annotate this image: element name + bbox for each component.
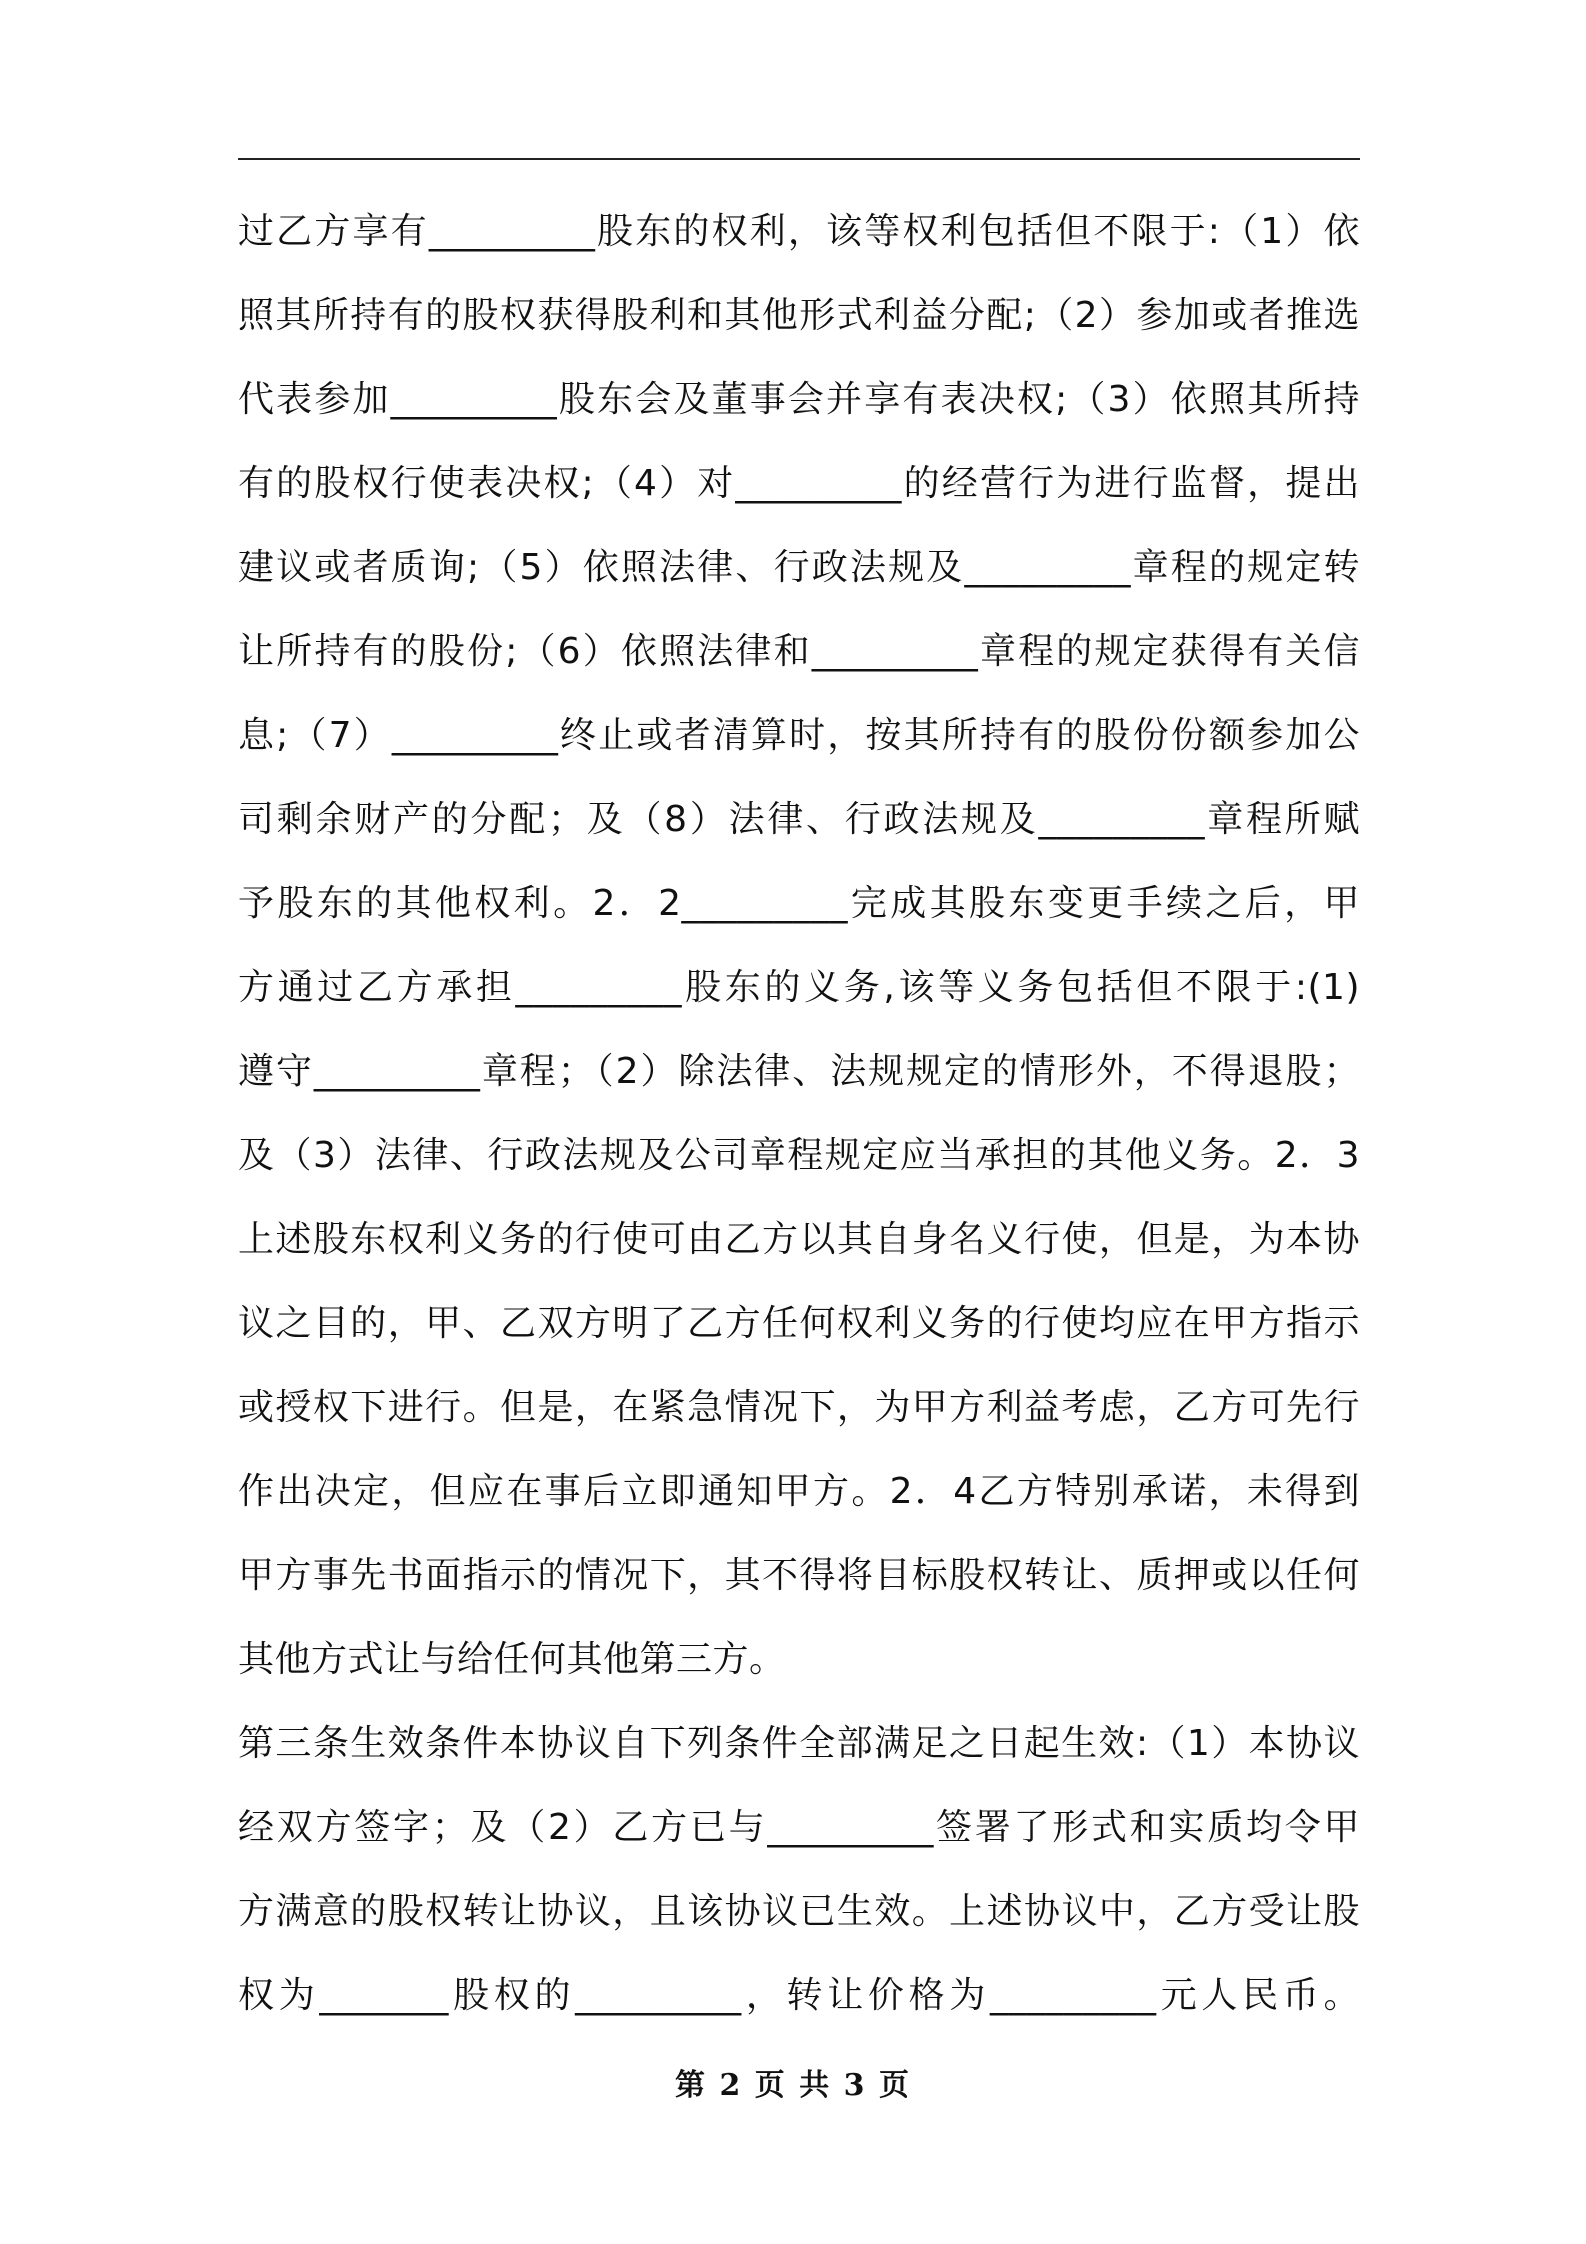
text-line: 经双方签字；及（2）乙方已与_________签署了形式和实质均令甲 xyxy=(238,1807,1360,1848)
text-line: 司剩余财产的分配；及（8）法律、行政法规及_________章程所赋 xyxy=(238,799,1360,840)
text-line: 照其所持有的股权获得股利和其他形式利益分配;（2）参加或者推选 xyxy=(238,295,1360,336)
text-line: 其他方式让与给任何其他第三方。 xyxy=(238,1639,786,1680)
text-line: 遵守_________章程；（2）除法律、法规规定的情形外，不得退股； xyxy=(238,1051,1360,1092)
header-rule xyxy=(238,158,1360,160)
text-line: 权为_______股权的_________，转让价格为_________元人民币。 xyxy=(238,1975,1360,2016)
document-body xyxy=(238,190,1360,2038)
text-line: 让所持有的股份;（6）依照法律和_________章程的规定获得有关信 xyxy=(238,631,1360,672)
text-line: 或授权下进行。但是，在紧急情况下，为甲方利益考虑，乙方可先行 xyxy=(238,1387,1360,1428)
text-line: 过乙方享有_________股东的权利，该等权利包括但不限于:（1）依 xyxy=(238,211,1360,252)
text-line: 代表参加_________股东会及董事会并享有表决权;（3）依照其所持 xyxy=(238,379,1360,420)
text-line: 甲方事先书面指示的情况下，其不得将目标股权转让、质押或以任何 xyxy=(238,1555,1360,1596)
text-line: 息;（7）_________终止或者清算时，按其所持有的股份份额参加公 xyxy=(238,715,1360,756)
text-line: 建议或者质询;（5）依照法律、行政法规及_________章程的规定转 xyxy=(238,547,1360,588)
text-line: 作出决定，但应在事后立即通知甲方。2．4乙方特别承诺，未得到 xyxy=(238,1471,1360,1512)
section-heading-line: 第三条生效条件本协议自下列条件全部满足之日起生效:（1）本协议 xyxy=(238,1723,1360,1764)
text-line: 方满意的股权转让协议，且该协议已生效。上述协议中，乙方受让股 xyxy=(238,1891,1360,1932)
text-line: 及（3）法律、行政法规及公司章程规定应当承担的其他义务。2．3 xyxy=(238,1135,1360,1176)
page-number-footer: 第 2 页 共 3 页 xyxy=(675,2068,911,2103)
text-line: 方通过乙方承担_________股东的义务,该等义务包括但不限于:(1) xyxy=(238,967,1360,1008)
text-line: 有的股权行使表决权;（4）对_________的经营行为进行监督，提出 xyxy=(238,463,1360,504)
text-line: 上述股东权利义务的行使可由乙方以其自身名义行使，但是，为本协 xyxy=(238,1219,1360,1260)
text-line: 予股东的其他权利。2．2_________完成其股东变更手续之后，甲 xyxy=(238,883,1360,924)
text-line: 议之目的，甲、乙双方明了乙方任何权利义务的行使均应在甲方指示 xyxy=(238,1303,1360,1344)
